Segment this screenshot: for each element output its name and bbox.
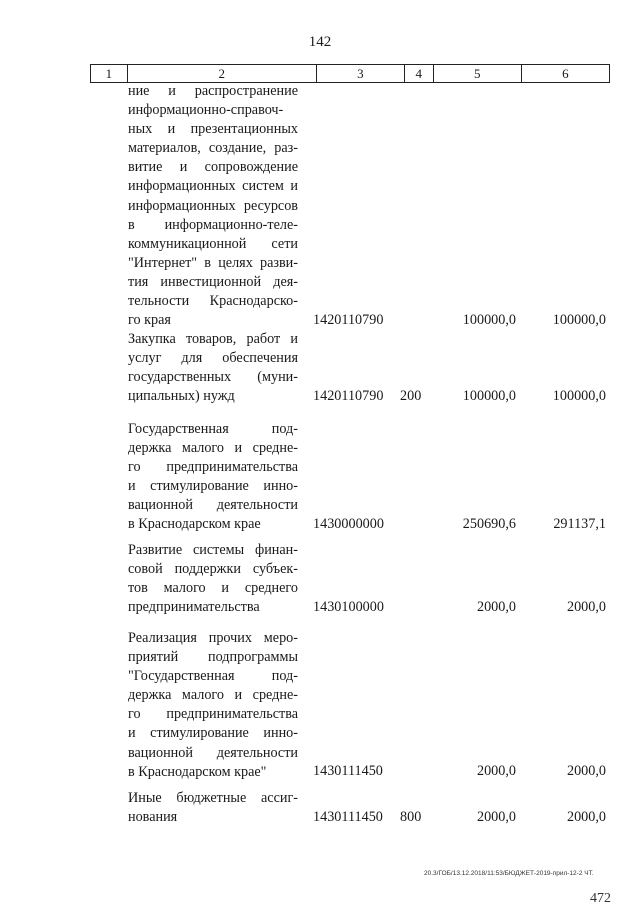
description-line: вационной деятельности [128,497,298,514]
description-line: тия инвестиционной дея- [128,273,298,290]
description-line: го края [128,312,171,329]
description-line: Реализация прочих меро- [128,630,298,646]
description-line: тельности Краснодарско- [128,293,298,310]
description-line: информационных систем и [128,178,298,195]
description-line: информационно-справоч- [128,102,284,119]
amount-2020: 291137,1 [553,516,606,532]
target-code: 1420110790 [313,312,384,328]
description-line: информационных ресурсов [128,197,298,214]
amount-2019: 100000,0 [462,388,516,404]
description-line: нования [128,809,178,826]
amount-2019: 2000,0 [476,599,516,615]
description-line: и стимулирование инно- [128,725,298,742]
amount-2020: 2000,0 [566,599,606,615]
target-code: 1430100000 [313,599,384,615]
column-header-2: 2 [127,65,316,83]
row-description [128,420,298,535]
column-header-3: 3 [316,65,404,83]
page-number: 142 [308,34,332,50]
target-code: 1420110790 [313,388,384,404]
description-line: витие и сопровождение [128,159,298,176]
description-line: "Государственная под- [128,668,298,685]
row-description [128,629,298,782]
description-line: ципальных) нужд [128,388,235,405]
amount-2019: 100000,0 [462,312,516,328]
description-line: го предпринимательства [128,459,298,476]
description-line: в информационно-теле- [128,216,298,233]
target-code: 1430111450 [313,809,383,825]
target-code: 1430000000 [313,516,384,532]
description-line: Иные бюджетные ассиг- [128,790,298,806]
expense-type: 800 [400,809,422,825]
amount-2019: 2000,0 [476,763,516,779]
column-header-6: 6 [521,65,609,83]
amount-2020: 100000,0 [552,312,606,328]
description-line: го предпринимательства [128,706,298,723]
row-description [128,541,298,617]
document-footer-note: 20.3/ГОБ/13.12.2018/11:53/БЮДЖЕТ-2019-прил-12-2 ЧТ. [424,870,594,877]
amount-2019: 250690,6 [462,516,516,532]
description-line: государственных (муни- [128,369,298,386]
description-line: держка малого и средне- [128,440,298,457]
description-line: и стимулирование инно- [128,478,298,495]
description-line: тов малого и среднего [128,580,298,597]
description-line: в Краснодарском крае" [128,763,267,780]
description-line: Государственная под- [128,421,298,437]
column-header-row [91,65,610,83]
description-line: ние и распространение [128,83,298,99]
column-header-1: 1 [91,65,128,83]
amount-2020: 2000,0 [566,809,606,825]
row-description [128,330,298,406]
description-line: Закупка товаров, работ и [128,331,298,347]
target-code: 1430111450 [313,763,383,779]
description-line: услуг для обеспечения [128,350,298,367]
amount-2020: 2000,0 [566,763,606,779]
description-line: "Интернет" в целях разви- [128,254,298,271]
description-line: предпринимательства [128,599,260,616]
description-line: ных и презентационных [128,121,298,138]
description-line: коммуникационной сети [128,235,298,252]
row-description [128,82,298,330]
amount-2020: 100000,0 [552,388,606,404]
column-header-table [90,64,610,83]
description-line: вационной деятельности [128,744,298,761]
description-line: приятий подпрограммы [128,649,298,666]
description-line: материалов, создание, раз- [128,140,298,157]
column-header-5: 5 [433,65,521,83]
amount-2019: 2000,0 [476,809,516,825]
expense-type: 200 [400,388,422,404]
description-line: держка малого и средне- [128,687,298,704]
column-header-4: 4 [404,65,433,83]
description-line: в Краснодарском крае [128,516,261,533]
description-line: Развитие системы финан- [128,542,298,558]
row-description [128,789,298,827]
sheet-number: 472 [590,891,611,906]
description-line: совой поддержки субъек- [128,561,298,578]
